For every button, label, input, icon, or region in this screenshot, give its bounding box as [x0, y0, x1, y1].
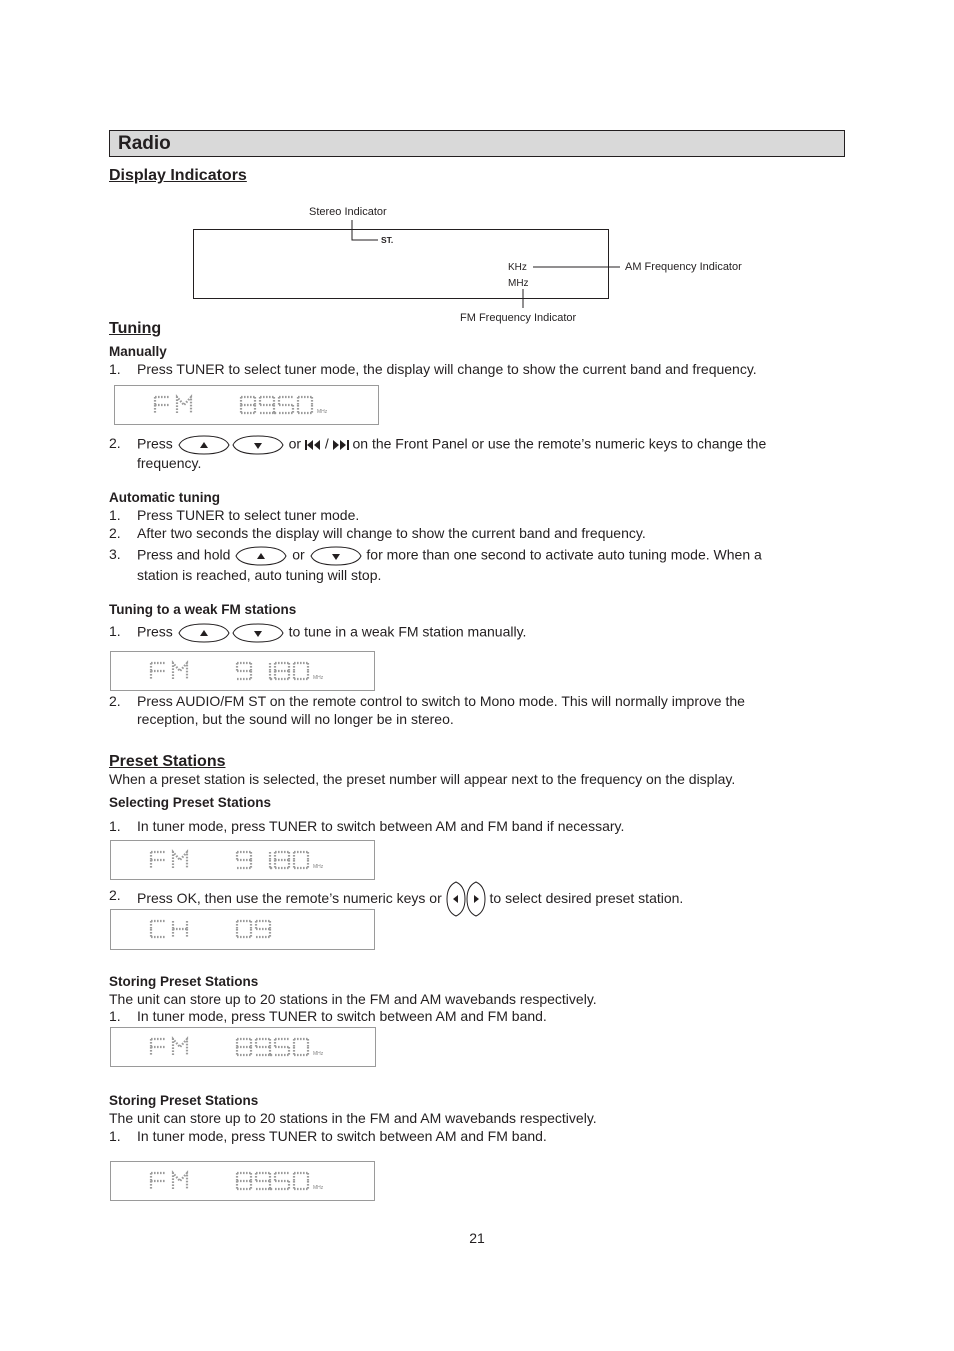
lcd-glyph	[173, 1173, 187, 1189]
lcd-glyph	[241, 397, 255, 413]
lcd-unit-label: MHz	[313, 675, 324, 681]
up-button-icon	[234, 546, 288, 566]
khz-label: KHz	[508, 262, 527, 273]
manual-step2-or: or	[288, 435, 302, 452]
preset-stations-heading: Preset Stations	[109, 753, 226, 770]
left-button-icon	[446, 881, 466, 917]
lcd-display-fm-8950-c	[110, 1161, 375, 1201]
lcd-glyph	[256, 921, 270, 937]
lcd-glyph	[275, 1039, 289, 1055]
step-number: 1.	[109, 361, 121, 377]
auto-step3-b: for more than one second to activate auto tuning mode. When a	[366, 546, 762, 563]
weak-fm-heading: Tuning to a weak FM stations	[109, 602, 297, 617]
selecting-step1: In tuner mode, press TUNER to switch between AM and FM band if necessary.	[137, 818, 625, 834]
weak-step1-b: to tune in a weak FM station manually.	[288, 623, 527, 640]
lcd-glyph	[260, 397, 274, 413]
lcd-display-ch-09	[110, 909, 375, 950]
section-title: Radio	[118, 133, 171, 154]
lcd-segments	[111, 1162, 374, 1200]
mhz-label: MHz	[508, 278, 529, 289]
lcd-decimal-point	[270, 1054, 273, 1057]
lcd-glyph	[173, 1039, 187, 1055]
indicator-leader-lines	[0, 0, 954, 330]
lcd-glyph	[151, 852, 165, 868]
lcd-glyph	[151, 1173, 165, 1189]
manual-step2	[137, 435, 766, 455]
page-number: 21	[469, 1230, 485, 1246]
step-number: 2.	[109, 525, 121, 541]
step-number: 1.	[109, 1128, 121, 1144]
st-label: ST.	[381, 235, 394, 245]
lcd-unit-label: MHz	[313, 1051, 324, 1057]
down-button-icon	[231, 623, 285, 643]
lcd-glyph	[173, 852, 187, 868]
storing2-intro: The unit can store up to 20 stations in the FM and AM wavebands respectively.	[109, 1110, 597, 1126]
manual-step2-continued: frequency.	[137, 455, 202, 471]
selecting-step2-a: Press OK, then use the remote’s numeric keys or	[137, 890, 442, 906]
step-number: 1.	[109, 623, 121, 639]
auto-step1: Press TUNER to select tuner mode.	[137, 507, 360, 523]
lcd-glyph	[294, 1173, 308, 1189]
manual-step1: Press TUNER to select tuner mode, the display will change to show the current band and frequency.	[137, 361, 757, 377]
lcd-glyph	[173, 921, 187, 937]
lcd-glyph	[237, 663, 251, 679]
step-number: 3.	[109, 546, 121, 562]
down-button-icon	[309, 546, 363, 566]
lcd-glyph	[294, 663, 308, 679]
down-button-icon	[231, 435, 285, 455]
lcd-display-fm-9180-b	[110, 840, 375, 880]
storing1-step1: In tuner mode, press TUNER to switch between AM and FM band.	[137, 1008, 547, 1024]
lcd-glyph	[151, 1039, 165, 1055]
am-frequency-indicator-label: AM Frequency Indicator	[625, 261, 742, 273]
step-number: 1.	[109, 818, 121, 834]
step-number: 1.	[109, 507, 121, 523]
lcd-glyph	[173, 663, 187, 679]
lcd-unit-label: MHz	[317, 409, 328, 415]
auto-step3-or: or	[292, 546, 305, 563]
tuning-heading: Tuning	[109, 320, 162, 337]
manual-step2-slash: /	[324, 435, 329, 452]
up-button-icon	[177, 623, 231, 643]
weak-step1-a: Press	[137, 623, 173, 640]
selecting-step2-b: to select desired preset station.	[489, 890, 684, 906]
auto-step3-continued: station is reached, auto tuning will stop.	[137, 567, 382, 583]
up-button-icon	[177, 435, 231, 455]
lcd-decimal-point	[270, 867, 273, 870]
display-indicators-heading: Display Indicators	[109, 167, 247, 184]
lcd-glyph	[237, 921, 251, 937]
lcd-display-fm-8950-b	[110, 1027, 376, 1067]
lcd-glyph	[275, 663, 289, 679]
lcd-glyph	[177, 397, 191, 413]
auto-step3	[137, 546, 762, 566]
lcd-segments	[115, 386, 378, 424]
skip-forward-icon	[333, 439, 349, 451]
manual-step2-press: Press	[137, 435, 173, 452]
lcd-glyph	[237, 1039, 251, 1055]
lcd-glyph	[275, 852, 289, 868]
lcd-glyph	[294, 852, 308, 868]
selecting-preset-heading: Selecting Preset Stations	[109, 795, 272, 810]
lcd-decimal-point	[274, 412, 277, 415]
step-number: 2.	[109, 693, 121, 709]
lcd-glyph	[237, 852, 251, 868]
auto-step2: After two seconds the display will change to show the current band and frequency.	[137, 525, 646, 541]
lcd-segments	[111, 910, 374, 949]
automatic-tuning-heading: Automatic tuning	[109, 490, 220, 505]
lcd-glyph	[294, 1039, 308, 1055]
lcd-glyph	[275, 1173, 289, 1189]
stereo-indicator-label: Stereo Indicator	[309, 206, 387, 218]
lcd-segments	[111, 841, 374, 879]
lcd-glyph	[298, 397, 312, 413]
step-number: 1.	[109, 1008, 121, 1024]
lcd-glyph	[256, 1173, 270, 1189]
storing-preset-heading-1: Storing Preset Stations	[109, 974, 259, 989]
lcd-decimal-point	[270, 678, 273, 681]
lcd-glyph	[151, 663, 165, 679]
step-number: 2.	[109, 435, 121, 451]
storing2-step1: In tuner mode, press TUNER to switch between AM and FM band.	[137, 1128, 547, 1144]
weak-step1	[137, 623, 526, 643]
manual-step2-rest: on the Front Panel or use the remote’s numeric keys to change the	[352, 435, 767, 452]
lcd-decimal-point	[270, 1188, 273, 1191]
fm-frequency-indicator-label: FM Frequency Indicator	[460, 312, 577, 324]
storing-preset-heading-2: Storing Preset Stations	[109, 1093, 259, 1108]
manually-heading: Manually	[109, 344, 167, 359]
lcd-segments	[111, 1028, 375, 1066]
lcd-glyph	[237, 1173, 251, 1189]
weak-step2: Press AUDIO/FM ST on the remote control to switch to Mono mode. This will normally improve the	[137, 693, 745, 709]
lcd-display-fm-8950-a	[114, 385, 379, 425]
preset-intro: When a preset station is selected, the preset number will appear next to the frequency on the display.	[109, 771, 736, 787]
step-number: 2.	[109, 887, 121, 903]
auto-step3-a: Press and hold	[137, 546, 231, 563]
lcd-glyph	[256, 1039, 270, 1055]
weak-step2-continued: reception, but the sound will no longer be in stereo.	[137, 711, 454, 727]
lcd-glyph	[279, 397, 293, 413]
lcd-unit-label: MHz	[313, 1185, 324, 1191]
right-button-icon	[466, 881, 486, 917]
lcd-glyph	[151, 921, 165, 937]
lcd-glyph	[155, 397, 169, 413]
lcd-display-fm-9180-a	[110, 651, 375, 691]
storing1-intro: The unit can store up to 20 stations in the FM and AM wavebands respectively.	[109, 991, 597, 1007]
lcd-unit-label: MHz	[313, 864, 324, 870]
lcd-segments	[111, 652, 374, 690]
skip-back-icon	[305, 439, 321, 451]
